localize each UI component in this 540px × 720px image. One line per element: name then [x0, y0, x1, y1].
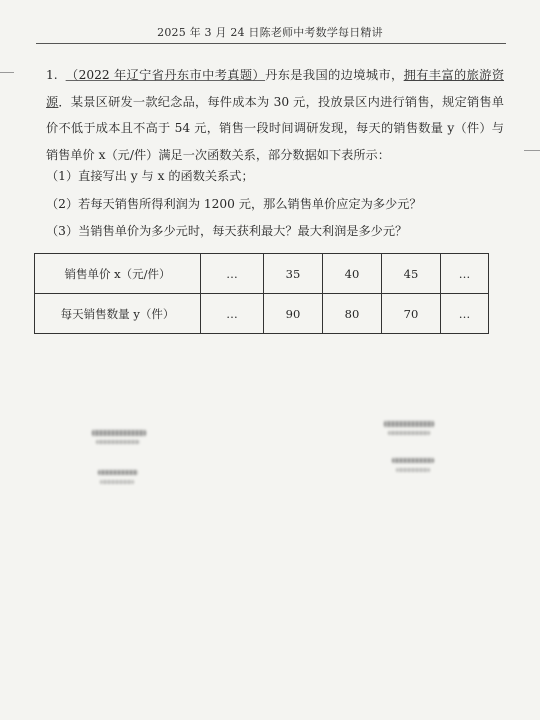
problem-text-underlined: 拥有丰富的旅游资源 [46, 68, 505, 109]
table-cell: 35 [264, 254, 323, 294]
table-cell: … [201, 254, 264, 294]
question-2: （2）若每天销售所得利润为 1200 元，那么销售单价应定为多少元？ [46, 197, 422, 211]
scan-edge-mark-right [524, 150, 540, 151]
problem-statement [46, 62, 504, 168]
table-cell: … [441, 294, 489, 334]
table-cell: 80 [323, 294, 382, 334]
table-cell: 每天销售数量 y（件） [35, 294, 201, 334]
problem-text-part-a: 丹东是我国的边境城市， [265, 68, 404, 82]
table-cell: 45 [382, 254, 441, 294]
table-row-price [35, 254, 489, 294]
problem-text-part-c: ．某景区研发一款纪念品，每件成本为 30 元，投放景区内进行销售，规定销售单价不低于成本且不高于 54 元，销售一段时间调研发现，每天的销售数量 y（件）与销售单价 x（元/件）满足一次函数关系，部分数据如下表所示： [46, 94, 504, 162]
data-table [34, 253, 489, 334]
question-3: （3）当销售单价为多少元时，每天获利最大？最大利润是多少元？ [46, 224, 408, 238]
bleed-through-smudge [98, 470, 138, 475]
bleed-through-smudge [388, 431, 430, 435]
table-cell: … [441, 254, 489, 294]
table-cell: … [201, 294, 264, 334]
table-cell: 90 [264, 294, 323, 334]
bleed-through-smudge [384, 421, 434, 427]
problem-source: （2022 年辽宁省丹东市中考真题） [65, 68, 266, 82]
bleed-through-smudge [100, 480, 134, 484]
problem-number: 1. [46, 68, 58, 82]
bleed-through-smudge [396, 468, 430, 472]
table-cell: 销售单价 x（元/件） [35, 254, 201, 294]
table-row-quantity [35, 294, 489, 334]
bleed-through-smudge [392, 458, 434, 463]
question-1: （1）直接写出 y 与 x 的函数关系式； [46, 169, 254, 183]
header-divider [36, 43, 506, 44]
table-cell: 40 [323, 254, 382, 294]
page-header: 2025 年 3 月 24 日陈老师中考数学每日精讲 [157, 26, 383, 39]
scan-edge-mark-left [0, 72, 14, 73]
bleed-through-smudge [96, 440, 140, 444]
table-cell: 70 [382, 294, 441, 334]
bleed-through-smudge [92, 430, 146, 436]
